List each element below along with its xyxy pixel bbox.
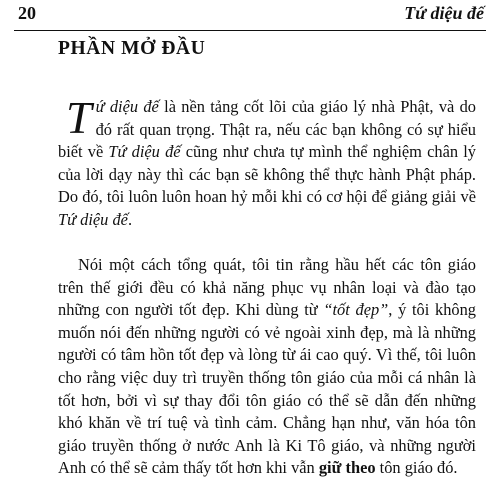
page-number: 20 (18, 3, 36, 23)
paragraph-text: . (127, 209, 133, 229)
quoted-term: “tốt đẹp” (323, 300, 389, 320)
paragraph-2 (58, 254, 476, 480)
emphasized-text: giữ theo (318, 458, 376, 478)
running-title: Tứ diệu đế (404, 3, 484, 23)
term-tu-dieu-de: Tứ diệu đế (58, 209, 128, 229)
paragraph-text: , ý tôi không muốn nói đến những người có vẻ ngoài xinh đẹp, mà là những người có tâm hồn tốt đẹp và lòng từ ái cao quý. Vì thế, tôi luôn cho rằng việc duy trì truyền thống tôn giáo của mỗi cá nhân là tốt hơn, bởi vì sự thay đổi tôn giáo có thể sẽ dẫn đến những khó khăn về trí tuệ và tình cảm. Chẳng hạn như, văn hóa tôn giáo truyền thống ở nước Anh là Ki Tô giáo, và những người Anh có thể sẽ cảm thấy tốt hơn khi vẫn (58, 300, 476, 478)
paragraph-text: là nền tảng cốt lõi của giáo lý nhà Phật, và do đó rất quan trọng. Thật ra, nếu các bạn không có sự hiểu biết về (58, 97, 476, 162)
paragraph-1 (58, 92, 476, 232)
term-tu-dieu-de: ứ diệu đế (95, 97, 159, 116)
term-tu-dieu-de: Tứ diệu đế (108, 142, 181, 162)
drop-cap: T (66, 92, 92, 143)
section-heading: PHẦN MỞ ĐẦU (58, 38, 206, 59)
paragraph-text: cũng như chưa tự mình thể nghiệm chân lý của lời dạy này thì các bạn sẽ không thể thực hành Phật pháp. Do đó, tôi luôn luôn hoan hỷ mỗi khi có cơ hội để giảng giải về (58, 142, 476, 207)
paragraph-text: Nói một cách tổng quát, tôi tin rằng hầu hết các tôn giáo trên thế giới đều có khả năng phục vụ nhân loại và đào tạo những con người tốt đẹp. Khi dùng từ (58, 255, 476, 320)
paragraph-text: tôn giáo đó. (375, 458, 458, 478)
page-header (14, 0, 486, 31)
